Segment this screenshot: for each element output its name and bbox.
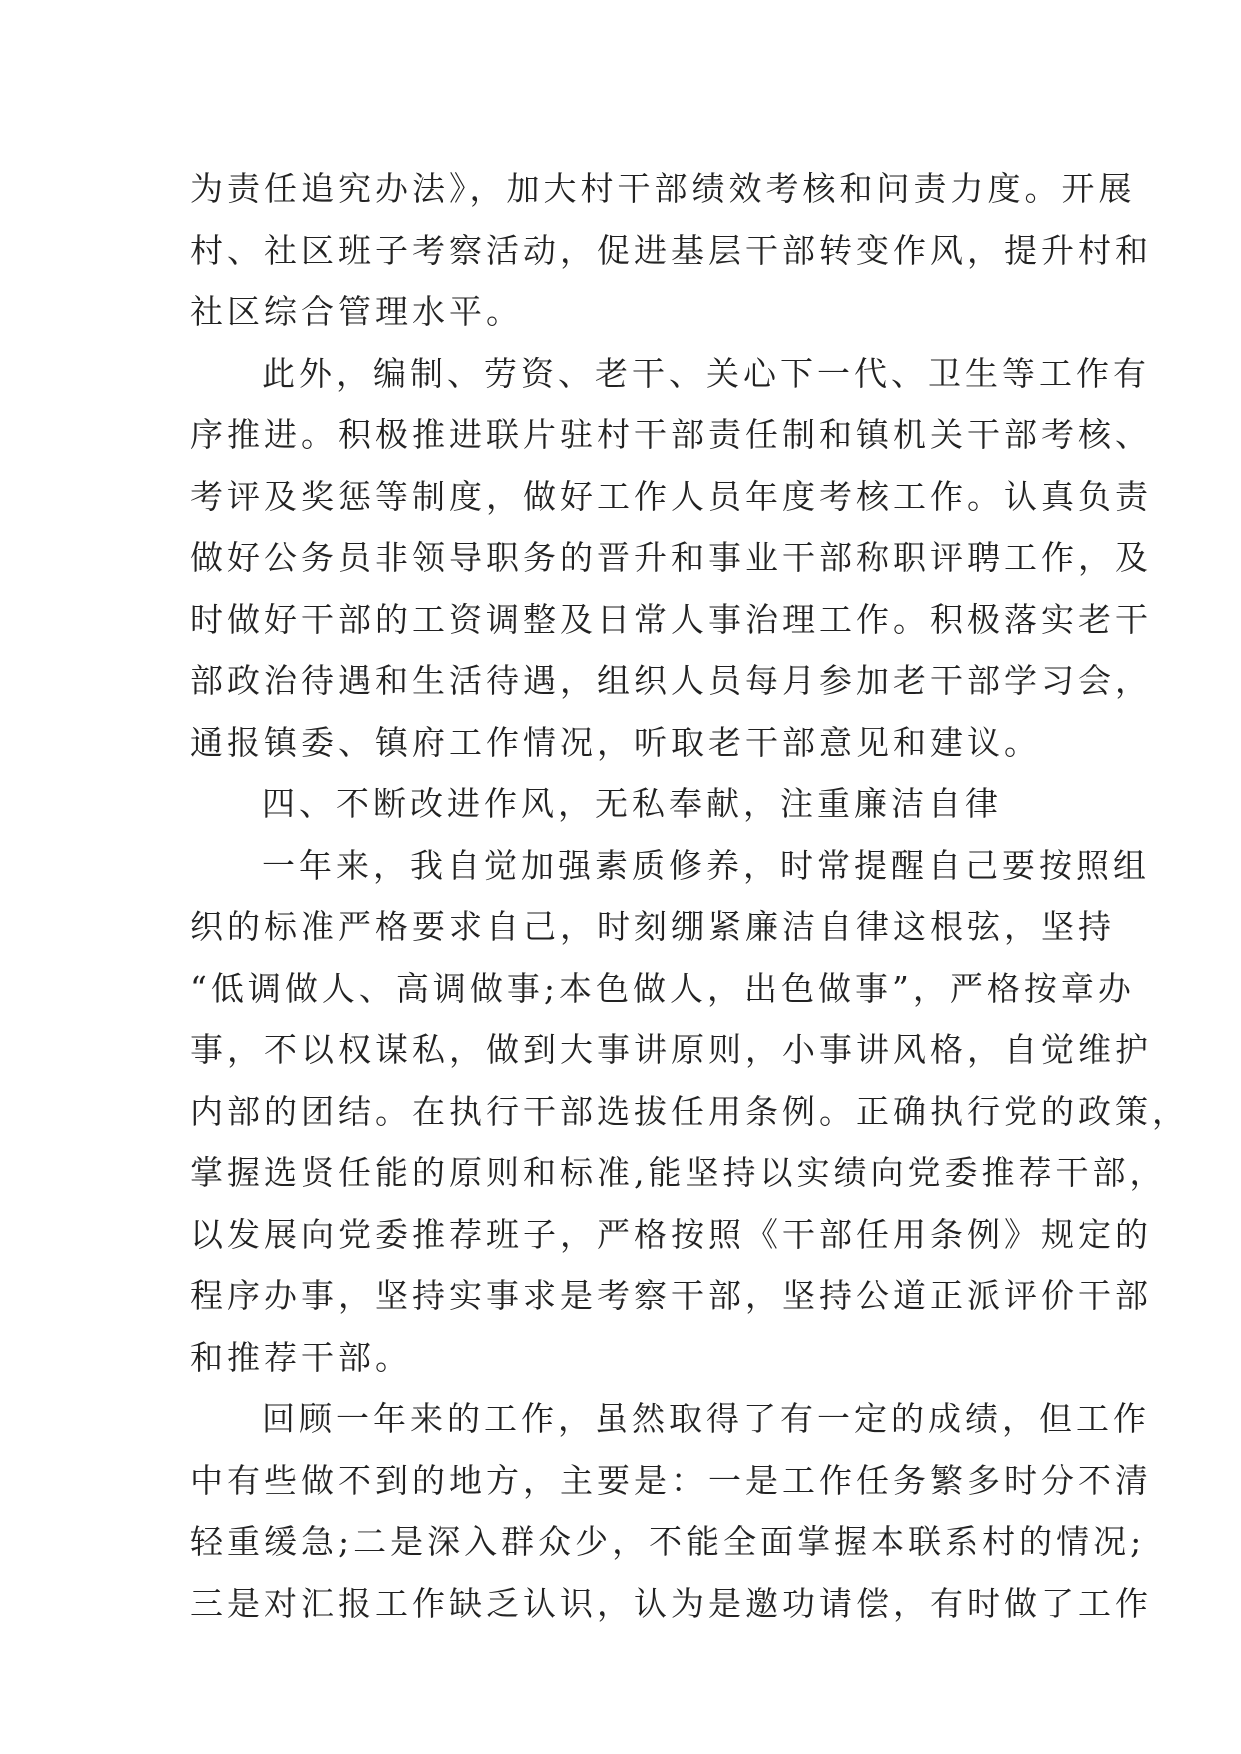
text-line: 社区综合管理水平。 <box>190 292 523 331</box>
document-body <box>190 158 1189 1634</box>
text-line: 事，不以权谋私，做到大事讲原则，小事讲风格，自觉维护 <box>190 1030 1152 1069</box>
text-line: 通报镇委、镇府工作情况，听取老干部意见和建议。 <box>190 722 1041 762</box>
text-line: 为责任追究办法》，加大村干部绩效考核和问责力度。开展 <box>190 169 1136 208</box>
text-line: 以发展向党委推荐班子，严格按照《干部任用条例》规定的 <box>190 1214 1152 1254</box>
text-line: 做好公务员非领导职务的晋升和事业干部称职评聘工作，及 <box>190 538 1152 577</box>
text-line: 序推进。积极推进联片驻村干部责任制和镇机关干部考核、 <box>190 415 1152 454</box>
text-line: 三是对汇报工作缺乏认识，认为是邀功请偿，有时做了工作 <box>190 1583 1152 1623</box>
text-line: 轻重缓急;二是深入群众少，不能全面掌握本联系村的情况; <box>190 1522 1146 1561</box>
text-line: 织的标准严格要求自己，时刻绷紧廉洁自律这根弦，坚持 <box>190 907 1115 946</box>
text-line: “低调做人、高调做事;本色做人，出色做事”，严格按章办 <box>190 968 1135 1008</box>
text-line: 程序办事，坚持实事求是考察干部，坚持公道正派评价干部 <box>190 1276 1152 1315</box>
text-line: 中有些做不到的地方，主要是：一是工作任务繁多时分不清 <box>190 1460 1152 1500</box>
text-line: 掌握选贤任能的原则和标准,能坚持以实绩向党委推荐干部， <box>190 1153 1167 1192</box>
text-line: 一年来，我自觉加强素质修养，时常提醒自己要按照组 <box>262 845 1150 885</box>
section-heading: 四、不断改进作风，无私奉献，注重廉洁自律 <box>262 784 1002 823</box>
text-line: 内部的团结。在执行干部选拔任用条例。正确执行党的政策， <box>190 1091 1189 1131</box>
text-line: 和推荐干部。 <box>190 1337 412 1377</box>
text-line: 部政治待遇和生活待遇，组织人员每月参加老干部学习会， <box>190 661 1152 700</box>
text-line: 时做好干部的工资调整及日常人事治理工作。积极落实老干 <box>190 599 1152 639</box>
text-line: 村、社区班子考察活动，促进基层干部转变作风，提升村和 <box>190 230 1152 270</box>
text-line: 回顾一年来的工作，虽然取得了有一定的成绩，但工作 <box>262 1399 1150 1438</box>
text-line: 此外，编制、劳资、老干、关心下一代、卫生等工作有 <box>262 353 1150 393</box>
text-line: 考评及奖惩等制度，做好工作人员年度考核工作。认真负责 <box>190 476 1152 516</box>
